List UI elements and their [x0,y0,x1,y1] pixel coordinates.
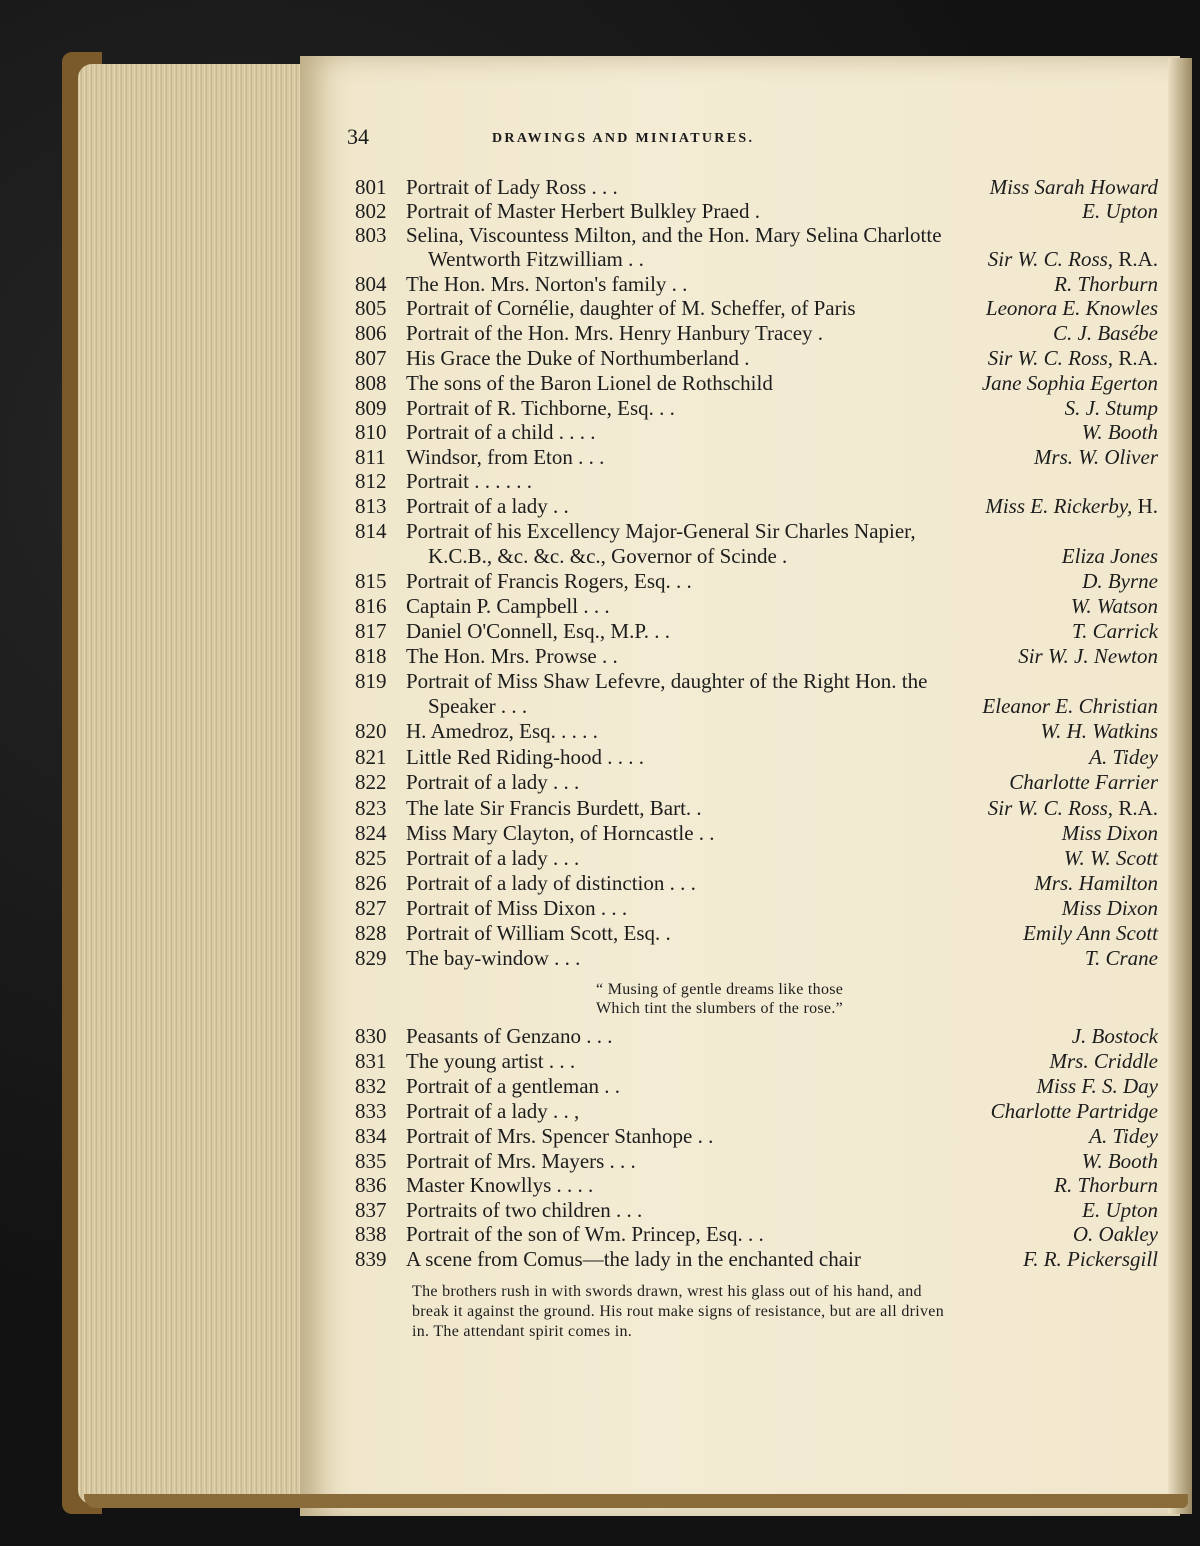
entry-number: 837 [355,1198,387,1222]
entry-title: Portrait of R. Tichborne, Esq. . . [406,396,675,420]
entry-number: 839 [355,1247,387,1271]
entry-title: Wentworth Fitzwilliam . . [428,247,644,271]
entry-title: Portrait of Miss Shaw Lefevre, daughter of the Right Hon. the [406,669,928,693]
entry-artist: C. J. Basébe [1053,321,1158,345]
entry-artist: Mrs. W. Oliver [1033,445,1158,469]
catalogue-entry [0,321,1200,347]
catalogue-entry [0,396,1200,422]
entry-number: 801 [355,175,387,199]
entry-title: The Hon. Mrs. Prowse . . [406,644,618,668]
entry-number: 823 [355,796,387,820]
entry-title: Windsor, from Eton . . . [406,445,605,469]
catalogue-entry [0,445,1200,471]
entry-title: Portrait of Cornélie, daughter of M. Scheffer, of Paris [406,296,856,320]
entry-title: Portrait of a child . . . . [406,420,596,444]
entry-artist: A. Tidey [1089,1124,1158,1148]
description-note: break it against the ground. His rout make signs of resistance, but are all driven [412,1303,945,1320]
catalogue-entry [0,223,1200,249]
entry-artist: Charlotte Farrier [1009,770,1158,794]
entry-number: 819 [355,669,387,693]
entry-number: 815 [355,569,387,593]
entry-artist: O. Oakley [1072,1222,1158,1246]
entry-artist: R. Thorburn [1054,272,1158,296]
entry-title: Portrait of Mrs. Mayers . . . [406,1149,636,1173]
entry-number: 834 [355,1124,387,1148]
catalogue-entry [0,346,1200,372]
entry-number: 810 [355,420,387,444]
entry-artist: Sir W. C. Ross, R.A. [987,346,1158,370]
catalogue-entry [0,1149,1200,1175]
catalogue-entry [0,594,1200,620]
entry-artist: Jane Sophia Egerton [981,371,1158,395]
entry-title: His Grace the Duke of Northumberland . [406,346,750,370]
entry-number: 838 [355,1222,387,1246]
entry-title: Portrait of the Hon. Mrs. Henry Hanbury Tracey . [406,321,824,345]
catalogue-entry [0,494,1200,520]
entry-artist: W. W. Scott [1063,846,1158,870]
catalogue-entry [0,469,1200,495]
entry-number: 807 [355,346,387,370]
running-head: DRAWINGS AND MINIATURES. [492,131,755,146]
entry-title: Portrait of a lady . . , [406,1099,580,1123]
entry-number: 822 [355,770,387,794]
entry-number: 813 [355,494,387,518]
entry-number: 832 [355,1074,387,1098]
entry-artist: Sir W. C. Ross, R.A. [987,247,1158,271]
entry-artist: D. Byrne [1082,569,1158,593]
entry-artist: W. Watson [1070,594,1158,618]
entry-artist: R. Thorburn [1054,1173,1158,1197]
entry-title: Portrait of Mrs. Spencer Stanhope . . [406,1124,714,1148]
entry-title: Daniel O'Connell, Esq., M.P. . . [406,619,670,643]
entry-number: 830 [355,1024,387,1048]
catalogue-entry [0,1099,1200,1125]
entry-title: K.C.B., &c. &c. &c., Governor of Scinde . [428,544,788,568]
catalogue-entry [0,272,1200,298]
entry-title: Master Knowllys . . . . [406,1173,594,1197]
entry-title: Peasants of Genzano . . . [406,1024,613,1048]
entry-title: Portrait of William Scott, Esq. . [406,921,671,945]
catalogue-entry [0,1247,1200,1273]
entry-number: 806 [355,321,387,345]
catalogue-entry [0,1074,1200,1100]
entry-number: 829 [355,946,387,970]
entry-number: 805 [355,296,387,320]
entry-number: 809 [355,396,387,420]
catalogue-entry [0,846,1200,872]
entry-number: 827 [355,896,387,920]
entry-title: The sons of the Baron Lionel de Rothschild [406,371,773,395]
entry-number: 825 [355,846,387,870]
entry-artist: Miss Dixon [1061,821,1158,845]
entry-artist: Leonora E. Knowles [985,296,1158,320]
entry-title: Portraits of two children . . . [406,1198,643,1222]
entry-artist: Sir W. J. Newton [1018,644,1158,668]
entry-title: The late Sir Francis Burdett, Bart. . [406,796,702,820]
entry-number: 812 [355,469,387,493]
catalogue-entry [0,669,1200,695]
entry-artist: T. Crane [1084,946,1158,970]
catalogue-entry [0,371,1200,397]
entry-number: 814 [355,519,387,543]
entry-number: 835 [355,1149,387,1173]
entry-artist: F. R. Pickersgill [1023,1247,1158,1271]
entry-number: 808 [355,371,387,395]
entry-artist: A. Tidey [1089,745,1158,769]
entry-artist: W. H. Watkins [1040,719,1158,743]
entry-number: 816 [355,594,387,618]
entry-number: 828 [355,921,387,945]
entry-artist: E. Upton [1082,1198,1158,1222]
catalogue-entry [0,1049,1200,1075]
entry-number: 818 [355,644,387,668]
entry-title: Portrait of a lady . . . [406,770,580,794]
entry-number: 836 [355,1173,387,1197]
entry-number: 803 [355,223,387,247]
catalogue-entry [0,619,1200,645]
catalogue-entry [0,1124,1200,1150]
entry-title: The young artist . . . [406,1049,576,1073]
entry-artist: Miss F. S. Day [1036,1074,1158,1098]
entry-title: The Hon. Mrs. Norton's family . . [406,272,688,296]
entry-title: Miss Mary Clayton, of Horncastle . . [406,821,715,845]
quote-line: Which tint the slumbers of the rose.” [596,1000,844,1017]
entry-title: Portrait . . . . . . [406,469,532,493]
entry-title: Portrait of a lady . . [406,494,569,518]
entry-title: Portrait of a lady of distinction . . . [406,871,696,895]
entry-artist: Charlotte Partridge [990,1099,1158,1123]
entry-number: 811 [355,445,386,469]
entry-title: Portrait of the son of Wm. Princep, Esq. . . [406,1222,764,1246]
entry-number: 817 [355,619,387,643]
entry-number: 833 [355,1099,387,1123]
entry-title: Portrait of a gentleman . . [406,1074,621,1098]
catalogue-entry [0,921,1200,947]
catalogue-entry [0,796,1200,822]
description-note: The brothers rush in with swords drawn, wrest his glass out of his hand, and [412,1283,922,1300]
catalogue-entry [0,1024,1200,1050]
entry-artist: Sir W. C. Ross, R.A. [987,796,1158,820]
entry-number: 804 [355,272,387,296]
catalogue-entry [0,175,1200,201]
entry-title: Portrait of Francis Rogers, Esq. . . [406,569,692,593]
entry-title: Portrait of Master Herbert Bulkley Praed . [406,199,760,223]
catalogue-entry [0,1222,1200,1248]
entry-title: A scene from Comus—the lady in the enchanted chair [406,1247,861,1271]
description-note: in. The attendant spirit comes in. [412,1323,633,1340]
entry-artist: Miss Dixon [1061,896,1158,920]
entry-artist: Emily Ann Scott [1023,921,1158,945]
catalogue-entry [0,871,1200,897]
book-bottom-edge [84,1494,1188,1508]
entry-number: 820 [355,719,387,743]
entry-title: Portrait of a lady . . . [406,846,580,870]
catalogue-entry [0,719,1200,745]
entry-number: 824 [355,821,387,845]
entry-title: The bay-window . . . [406,946,581,970]
entry-artist: Miss Sarah Howard [989,175,1158,199]
catalogue-entry [0,644,1200,670]
entry-artist: Eliza Jones [1061,544,1158,568]
entry-artist: Mrs. Criddle [1049,1049,1158,1073]
entry-number: 831 [355,1049,387,1073]
catalogue-entry [0,1173,1200,1199]
entry-artist: J. Bostock [1071,1024,1158,1048]
quote-line: “ Musing of gentle dreams like those [596,981,844,998]
entry-title: Speaker . . . [428,694,528,718]
entry-title: Portrait of his Excellency Major-General Sir Charles Napier, [406,519,916,543]
entry-artist: Eleanor E. Christian [982,694,1158,718]
entry-artist: Mrs. Hamilton [1034,871,1158,895]
catalogue-entry [0,821,1200,847]
entry-title: Captain P. Campbell . . . [406,594,610,618]
catalogue-entry [0,199,1200,225]
catalogue-entry [0,569,1200,595]
entry-artist: W. Booth [1081,1149,1158,1173]
entry-title: Little Red Riding-hood . . . . [406,745,644,769]
catalogue-entry-continuation [0,544,1200,570]
entry-artist: E. Upton [1082,199,1158,223]
catalogue-entry [0,896,1200,922]
catalogue-entry [0,519,1200,545]
catalogue-entry-continuation [0,247,1200,273]
catalogue-entry-continuation [0,694,1200,720]
catalogue-entry [0,946,1200,972]
catalogue-entry [0,1198,1200,1224]
catalogue-entry [0,420,1200,446]
entry-number: 826 [355,871,387,895]
entry-title: Portrait of Lady Ross . . . [406,175,618,199]
catalogue-entry [0,745,1200,771]
entry-title: Portrait of Miss Dixon . . . [406,896,628,920]
entry-number: 821 [355,745,387,769]
page-number: 34 [347,124,369,149]
catalogue-entry [0,770,1200,796]
entry-title: H. Amedroz, Esq. . . . . [406,719,598,743]
entry-artist: T. Carrick [1072,619,1158,643]
entry-artist: Miss E. Rickerby, H. [985,494,1158,518]
entry-artist: S. J. Stump [1064,396,1158,420]
entry-number: 802 [355,199,387,223]
entry-artist: W. Booth [1081,420,1158,444]
entry-title: Selina, Viscountess Milton, and the Hon. Mary Selina Charlotte [406,223,942,247]
catalogue-entry [0,296,1200,322]
